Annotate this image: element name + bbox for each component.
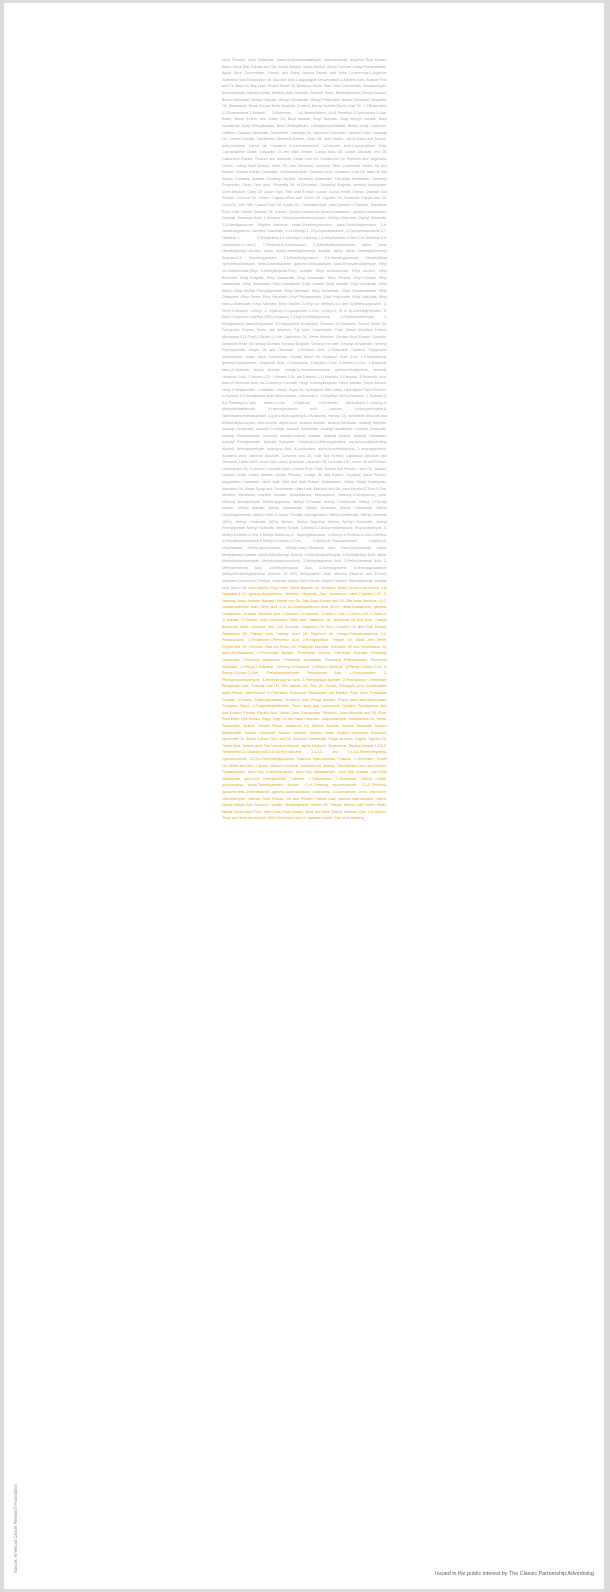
ingredient-list-highlighted: beta-Napthyl Ethyl Ether, Neroli Bigarde Oil, Nerolidol, Nona-2-trans,6-cis-Dienal, 2,6-Nonadien-1-Ol, gamma-Nonalactone, Nonanal, Nonanoic Acid, Nonanone, trans-2-Nonen-1-Ol, 2-Nonenal, Nonyl Acetate, Nutmeg Powder and Oil, Oak Chips Extract and Oil, Oak Moss Absolute, 9,12-Octadecadienoic Acid (48%) And 9,12,15-Octadecatrienoic Acid (52%), delta-Octalactone, gamma-Octalactone, Octanal, Octanoic Acid, 1-Octanol, 2-Octanone, 3-Octen-2-One, 1-Octen-3-Ol, 1-Octen-3-Yl Acetate, 2-Octenal, Octyl Isobutyrate, Oleic Acid, Olibanum Oil, Opoponax Oil And Gum, Orange Blossoms Water, Absolute, and Leaf Absolute, Origanum Oil Orris Concrete Oil and Root Extract, Palmarosa Oil, Palmitic Acid, Parsley Seed Oil, Patchouli Oil, omega-Pentadecalactone 2,3-Pentanedione, 2-Pentanone,4-Pentenoic Acid, 2-Pentylpyridine, Pepper Oil, Black And White, Peppermint Oil, Peruvian (Bois De Rose) Oil, Petitgrain Absolute, Mandarin Oil and Terpeneless Oil, alpha-Phellandrene, 2-Phenenthyl Acetate, Phenenthyl Alcohol, Phenethyl Butyrate, Phenethyl Cinnamate, Phenethyl Isobutyrate, Phenethyl Isovalerate, Phenethyl Phenylacetate, Phenethyl Salicylate, 1-Phenyl-1-Propanol, 3-Phenyl-1-Propanol, 2-Phenyl-2-Butenal, 4-Phenyl-3-Buten-2-Ol, 4-Phenyl-3-Buten-2-One, Phenylacetaldehyde, Phenylacetic Acid, 1-Phenylalanine, 3-Phenylpropionaldehyde, 3-Phenylpropionic Acid, 3-Phenylpropyl Acetate, 3-Phenylpropyl Cinnamate, Phosphoric Acid, Pimenta Leaf Oil, Pine Needle Oil, Pine Oil, Scotch, Pineapple Juice Concentrate, alpha-Pinene, beta-Pinene, D-Piperitone, Piperonal, Pipsissewa Leaf Extract, Plum Juice, Potassium Sorbate, 1-Proline, Propenylguaethol, Propionic Acid, Propyl Acetate, Propyl para-Hydroxybenzoate, Propylene Glycol, 3-Propylidenephthalide, Prune Juice and Concentrate, Pyridine, Pyroligneous Acid And Extract, Pyrrole, Pyruvic Acid, Raisin Juice Concentrate, Rhodinol, Rose Absolute and Oil, Rum, Rum Ether, Rye Extract, Sage, Sage Oil and Sage Oleoresin, Salicylaldehyde, Sandalwood Oil, Yellow, Sclareolide, Skatole, Smoke Flavor, Snakeroot Oil, Sodium Acetate, Sodium Benzoate, Sodium Bicarbonate, Sodium Carbonate, Sodium Chloride, Sodium Citrate, Sodium Hydroxide, Solanone, Spearmint Oil, Styrax Extract, Gum and Oil, Sucrose Octaacetate, Sugar Alcohols, Sugars, Tagetes Oil, Tannic Acid, Tartaric Acid, Tea Leaf and Absolute, alpha-Terpineol, Terpinolene, Terpinyl Acetate,1,5,5,9-Tetramethyl-13-Oxatricyclo(8.3.0.0(4,9))Tridecane, 2,3,4,5, and 3,4,5,6-Tetramethylethyl-Cyclohexanone, 2,3,5,6-Tetramethylpyrazine, Thiamine Hydrochloride, Thiazole, 1-Threonine, Thyme Oil, White and Red, Thymol, Tobacco Extracts, Tochopherols (mixed), Tolu Balsam Gum and Extract, Tolualdehydes, para-Tolyl 3-Methylbutyrate, para-Tolyl Acetaldehyde, para-Tolyl Acetate, para-Tolyl Isobutyrate, para-Tolyl Phenylacetate, Triacetin, 2-Tridecanone, 2-Tridecenal, Triethyl Citrate, pseudoalpha, alpha-Trimethylbenzyl Alcohol, 2,2,6-Trimethyl cyclohexanone, 2,3,5-Trimethyl-pyrazine,delta-Undecalactone, gamma-Undecalactone, Undecanal, 2-Undecanone, Urea, Valencene, Valeraldehyde, Valerian Root Extract, Oil and Powder, Valeric Acid, gamma-Valerolactone, Valine, Vanilla Extract And Oleoresin, Vanillin, Veratraldehyde, Vetiver Oil, Vinegar, Walnut Hull Extract, Water, Wheat Extract And Flour, Wild Cherry Bark Extract, Wine and Wine Sherry, Xanthan Gum, 3,4-Xylenol, Yeast and there are another 4000 chemicals found in cigarette smoke. Say no to smoking: [222, 585, 387, 821]
ingredient-list: [222, 57, 387, 1207]
poster: [4, 3, 604, 1589]
advertiser-credit: Issued in the public interest by The Classic Partnership Advertising: [434, 1571, 594, 1577]
ingredient-list-grey: Amyl Formate, Amyl Octanoate, Alpha-Amylcinnamaldehyde, trans-Anethole, Angelica Root Extract, Anise, Anise Star, Extract and Oils, Anisyl Acetate, Anisyl Alcohol, Anisyl Formate, Anisyl Phenylacetate, Apple Juice Concentrate, Extract, and Skins, Apricot Extract and Juice Concentrate,1-Arginine, Asafetida Fluid Extract And Oil, Ascorbic Acid,1-Asparagine Monohydrate,1-Aspartic Acid, Balsam Peru and Oil, Basil Oil, Bay Leaf, Oil and Sweet Oil, Beeswax White, Beet Juice Concentrate, Benzaldehyde, Benzaldehyde Glyceryl Acetal, Benzoic Acid, Benzoin, Benzoin Resin, Benzophenone, Benzyl Alcohol, Benzyl Benzoate, Benzyl Butyrate, Benzyl Cinnamate, Benzyl Propionate, Benzyl Salicylate, Bergamot Oil, Bisabolene, Black Currant Buds Absolute, Borneol, Bornyl Acetate Buchu Leaf Oil, 1,3-Butanediol, 2,3-Butanedione,1-Butanol, 2-Butanone, 4(2-Butenylidene)-3,5,5-Trimethyl-2-Cyclohexen-1-One, Butter, Butter Esters, and Butter Oil, Butyl Acetate, Butyl Butyrate, Butyl Butyryl Lactate, Butyl Isovalerate, Butyl Phenylacetate, Butyl Undecylenate, 3-Butylidenephthalide, Butyric Acid], Cadinene, Caffeine, Calcium Carbonate, Camphene, Cananga Oil, Capsicum Oleoresin, Caramel Color, Caraway Oil, Carbon Dioxide, Cardamom Oleoresin Extract, Seed Oil, and Powder, Carob Bean and Extract, beta-Carotene, Carrot Oil, Carvacrol, 4-Carvomenthenol, 1-Carvone, beta-Caryophyllene, beta-Caryophyllene Oxide, Cascarilla Oil and Bark Extract, Cassia Bark Oil, Cassie Absolute and Oil, Castoreum Extract, Tincture and Absolute, Cedar Leaf Oil, Cedarwood Oil Terpenes and Virginiana, Cedrol, Celery Seed Extract, Solid, Oil, And Oleoresin, Cellulose Fiber Chamomile Flower Oil And Extract, Chicory Extract Chocolate, Cinnamaldehyde, Cinnamic Acid, Cinnamon Leaf Oil, Bark Oil and Extract Cinnamyl Acetate, Cinnamyl Alcohol, Cinnamyl Cinnamate, Cinnamyl Isovalerate, Cinnamyl Propionate, Citral, Citric Acid, Citronella Oil, dl-Citronellol, Citronellyl Butyrate, itronellyl Isobutyrate, Civet Absolute, Clary Oil, Clover Tops, Red Solid Extract, Cocoa, Cocoa Shells, Extract, Distillate And Powder, Coconut Oil, Coffee, Cognac White and Green Oil, Copaiba Oil, Coriander Extract and Oil, Corn Oil, Corn Silk, Costus Root Oil, Cubeb Oil, Cuminaldehyde, para-Cymene,1-Cysteine, Dandelion Root Solid Extract Davana Oil, 2-trans, 4-trans-Decadienal delta-Decalactone, gamma-Decalactone, Decanal, Decanoic Acid, 1-Decanol, Dehydromenthofurolactone, Diethyl Malonate, Diethyl Sebacate, 2,3-Diethylpyrazine, Dihydro Anethole, meta-Dimethoxybenzene, para-Dimethoxybenzene, 2,6-Dimethoxyphenol, Dimethyl Succinate, 3,4-Dimethyl-1, 2Cyclopentanedione, 2-Cyclopentanedione,3,7-Dimethyl-1, 3,6Octatriene,4,5-Dimethyl-3-Hydroxy-2,5-Dihydrofuran-2-One,6,10-Dimethyl-5,9-Undecadien-2-One,3, 7-Dimethyl-6-OctenoicAcid, 2,4Dimethylacetophenone, alpha, para-Dimethylbenzyl Alcohol, alpha, alpha-Dimethylphenethyl Acetate, alpha, alpha Dimethylphenethyl Butyrate,2,3- Dimethylpyrazine, 2,5-Dimethylpyrazine, 2,6-Dimethylpyrazine, Dimethyltetra hydrobenzofuranone, delta-Dodecalactone, gamma-Dodecalactone, para-Ethoxybenzaldehyde, Ethyl 10-Undecenoate,Ethyl 2-Methylbutyrate,Ethyl Acetate, Ethyl Acetoacetate, Ethyl Alcohol, Ethyl Benzoate, Ethyl Butyrate, Ethyl Cinnamate, Ethyl Decanoate, Ethyl Fenchol, Ethyl Furoate, Ethyl Heptanoate, Ethyl Hexanoate, Ethyl Isovalerate, Ethyl Lactate, Ethyl Laurate, Ethyl Levulinate, Ethyl Maltol, Ethyl Methyl Phenylglycidate, Ethyl Myristate, Ethyl Nonanoate, Ethyl Octadecanoate, Ethyl Octanoate, Ethyl Oleate, Ethyl Palmitate, Ethyl Phenylacetate, Ethyl Propionate, Ethyl Salicylate, Ethyl trans-2-Butenoate, Ethyl Valerate, Ethyl Vanillin, 2-Ethyl (or Methyl)-(3,5 and 6)-Methoxypyrazine, 2-Ethyl-1-Hexanol, 3-Ethyl -2 -Hydroxy-2-Cyclopenten-1-One, 2-Ethyl-3, (5 or 6)-Dimethylpyrazine, 5-Ethyl-3-Hydroxy-4-Methyl-2(5H)-Furanone,2-Ethyl-3-Methylpyrazine, 4-Ethylbenzaldehyde, 4-Ethylguaiacol, para-Ethylphenol, 3-Ethylpyridine, Eucalyptol, Farnesol, D-Fenchone, Fennel Sweet Oil, Fenugreek, Extract, Resin, and Absolute, Fig Juice Concentrate, Food Starch Modified, Furfuryl Mercaptan,4-(2-Furyl)-3-Buten-2-One, Galbanum Oil, Genet Absolute, Gentian Root Extract, Geraniol, Geranium Rose Oil,Geranyl Acetate, Geranyl Butyrate, Geranyl Formate, Geranyl Isovalerate, Geranyl Phenylacetate, Ginger Oil and Oleoresin, 1-Glutamic Acid, 1-Glutamine, Glycerol, Glycyrrhizin Ammoniated, Grape Juice Concentrate, Guaiac Wood Oil, Guaiacol, Guar Gum, 2,4-Heptadienal, gamma-Heptalactone, Heptanoic Acid, 2-Heptanone, 3-Hepten-2-One, 2-Hepten-4-One, 4-Heptenal, trans-2-Heptenal, Heptyl Acetate, omega-6-Hexadecenlactone, gamma-Hexalactone, Hexanal, Hexanoic Acid, 2-Hexen-1-Ol, 3-Hexen-1-Ol, cis-3-Hexen-1-Yl Acetate, 2-Hexenal, 3-Hexenoic Acid, trans-2-Hexenoic Acid, cis-3-Hexenyl Formate, Hexyl 2-Methylbutyrate, Hexyl Acetate, Hexyl Alcohol, Hexyl Phenylacetate, 1-Histidine, Honey, Hops Oil, Hydrolyzed Milk Solids, Hydrolyzed Plant Proteins, 5-Hydroxy-2,4-Decadienoic Acid delta-Lactone, 4-Hydroxy-2, 5-Dimethyl-3(2H)-Furanone, 2-Hydroxy-3, 5,5-Trimethyl-2-Cyclo hexen-1-One, 4-Hydroxy -3-Pentenoic AcidLactone,2-Hydroxy-4-Methylbenzaldehyde, 4-Hydroxybutanoic Acid Lactone, Hydroxycitronellal,6-Hydroxydihydrotheaspirane, 4-(para-Hydroxyphenyl)-2-Butanone, Hyssop Oil, Immortelle Absolute and Extract,alpha-Ionone, beta-Ionone, alpha-Irone, Isoamyl Acetate, Isoamyl Benzoate, Isoamyl Butyrate, Isoamyl Cinnamate, Isoamyl Formate, Isoamyl Hexanoate, Isoamyl Isovalerate, Isoamyl Octanoate, Isoamyl Phenylacetate, Isobornyl Acetate,Isobutyl Acetate, Isobutyl Alcohol, Isobutyl Cinnamate, Isobutyl Phenylacetate, Isobutyl Salicylate, 2-Isobutyl-3-Methoxypyrazine, alpha-Isobutylphenethyl Alcohol, Isobutyraldehyde, Isobutyric Acid, d,l-Isoleucine, alpha-Isomethylionone, 2-Isopropylphenol, Isovaleric Acid, Jasmine Absolute, Concrete and Oil, Kola Nut Extract, Labdanum Absolute and Oleoresin, Lactic Acid, Lauric Acid, Lauric Aldehyde, Lavandin Oil, Lavender Oil, Lemon Oil and Extract, Lemongrass Oil, 1-Leucine, Levulinic Acid, Licorice Root, Fluid, Extract and Powder, Lime Oil, Linalool, Linalool Oxide, Linalyl Acetate, Linden Flowers, Lovage Oil And Extract, 1-Lysine], Mace Powder, Magnesium Carbonate, Malic Acid, Malt and Malt Extract, Maltodextrin, Maltol, Maltyl Isobutyrate, Mandarin Oil, Maple Syrup and Concentrate, Mate Leaf, Absolute and Oil, para-Mentha-8-Thiol-3-One, Menthol, Menthone, Menthyl Acetate, dl-Methionine, Methoprene, Methoxy-4-Vinylphenol, para-Methoxy benzaldehyde, Methoxypyrazine, Methyl 2-Furoate, Methyl 2-Octynoate, Methyl 2-Pyrrolyl Ketone, Methyl Anisate, Methyl Anthranilate, Methyl Benzoate, Methyl Cinnamate, Methyl Dihydrojasmonate, Methyl Ester of Rosin, Partially Hydrogenated, Methyl Isovalerate, Methyl Linoleate (48%), Methyl Linolenate (52%) Mixture, Methyl Naphthyl Ketone, Methyl Nicotinate, Methyl Phenylacetate, Methyl Salicylate, Methyl Sulfide, 3-Methyl-1-Cyclopentadecanone, Propionaldehyde, 3-Methyl-3-Hexen-2-One,1-Methyl-3Methoxy-4- Isopropylbenzene, 4-Methyl-3-Pentene-2-One,2-Methyl-4-Phenylbutyraldehyde,6-Methyl-5-Hepten-2-One, 4-Methyl-5-Thiazoleethanol, 4-Methyl-5-Vinylthiazole, Methyl-alpha-Ionone, Methyl-trans-2-Butenoic Acid, Para-Methylanisole, Alpha-Methylbenzyl Acetate, Alpha-Methylbenzyl Alcohol, 3-Methylbutyraldehyde, 2-Methylbutyric Acid, alpha-Methylcinnamaldehyde, Methylcyclopentenolone, 2-Methylheptanoic Acid, 2-Methylhexanoic Acid, 3-Methylpentanoic Acid, 4-Methylpentanoic Acid, 2-Methylpyrazine, 5-Methylquinoxaline, (Methylthio)Methylpyrazine (Mixture Of ISO) Methylvaleric Acid, Mimosa Absolute and Extract, Molasses Extract and Tincture, Mountain Maple Solid Extract, Mullein Flowers, Myristaldehyde, Myristic Acid, Myrrh Oil,: [222, 58, 387, 590]
source-note: Source: American Cancer Research Foundation: [13, 1484, 18, 1573]
